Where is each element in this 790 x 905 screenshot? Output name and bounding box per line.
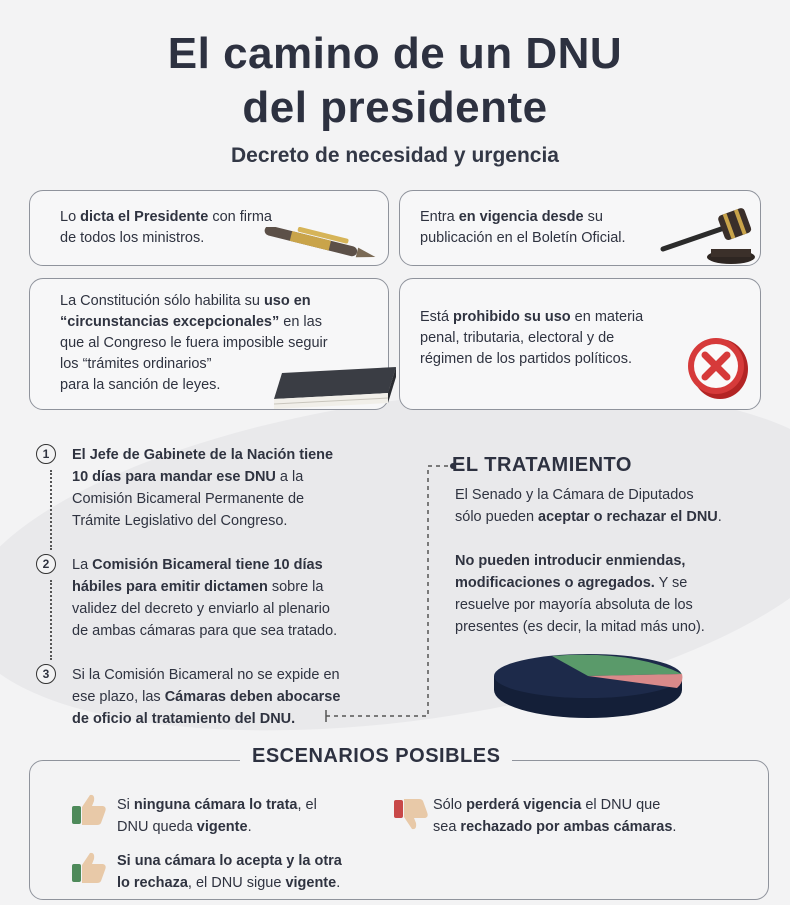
gavel-icon: [655, 205, 765, 267]
escenario-2: Si una cámara lo acepta y la otra lo rechaza, el DNU sigue vigente.: [117, 853, 342, 891]
page-subtitle: Decreto de necesidad y urgencia: [231, 144, 559, 167]
pen-icon: [255, 227, 390, 261]
flow-connector: [316, 460, 456, 722]
card-prohibido: Está prohibido su uso en materia penal, tributaria, electoral y de régimen de los partidos políticos.: [399, 278, 761, 410]
page-title-line2: del presidente: [242, 83, 548, 132]
step-2: 2 La Comisión Bicameral tiene 10 días hábiles para emitir dictamen sobre la validez del decreto y enviarlo al plenario de ambas cámaras para que sea tratado.: [36, 554, 376, 642]
escenario-3: Sólo perderá vigencia el DNU que sea rechazado por ambas cámaras.: [433, 797, 677, 835]
escenario-1: Si ninguna cámara lo trata, el DNU queda vigente.: [117, 797, 317, 835]
step-1: 1 El Jefe de Gabinete de la Nación tiene 10 días para mandar ese DNU a la Comisión Bicameral Permanente de Trámite Legislativo del Congreso.: [36, 444, 376, 532]
thumbs-up-icon: [70, 850, 108, 886]
pie-chart-illustration: [492, 650, 692, 722]
tratamiento-text-1: El Senado y la Cámara de Diputados sólo pueden aceptar o rechazar el DNU.: [455, 487, 722, 525]
step-number-badge: 3: [36, 664, 56, 684]
tratamiento-text-2: No pueden introducir enmiendas, modificaciones o agregados. Y se resuelve por mayoría absoluta de los presentes (es decir, la mitad más uno).: [455, 553, 705, 635]
step-number-badge: 2: [36, 554, 56, 574]
card-dicta-presidente: Lo dicta el Presidente con firma de todos los ministros.: [29, 190, 389, 266]
step-number-badge: 1: [36, 444, 56, 464]
tratamiento-title: EL TRATAMIENTO: [452, 454, 632, 476]
prohibited-x-icon: [686, 331, 750, 401]
card-vigencia: Entra en vigencia desde su publicación en el Boletín Oficial.: [399, 190, 761, 266]
page-title-line1: El camino de un DNU: [167, 29, 623, 78]
card-constitucion: La Constitución sólo habilita su uso en “circunstancias excepcionales” en las que al Congreso le fuera imposible seguir los “trámites ordinarios” para la sanción de leyes.: [29, 278, 389, 410]
step-3: 3 Si la Comisión Bicameral no se expide en ese plazo, las Cámaras deben abocarse de oficio al tratamiento del DNU.: [36, 664, 376, 730]
thumbs-up-icon: [70, 792, 108, 828]
escenarios-title: ESCENARIOS POSIBLES: [240, 745, 512, 768]
thumbs-down-icon: [392, 796, 430, 832]
book-icon: [270, 363, 400, 413]
